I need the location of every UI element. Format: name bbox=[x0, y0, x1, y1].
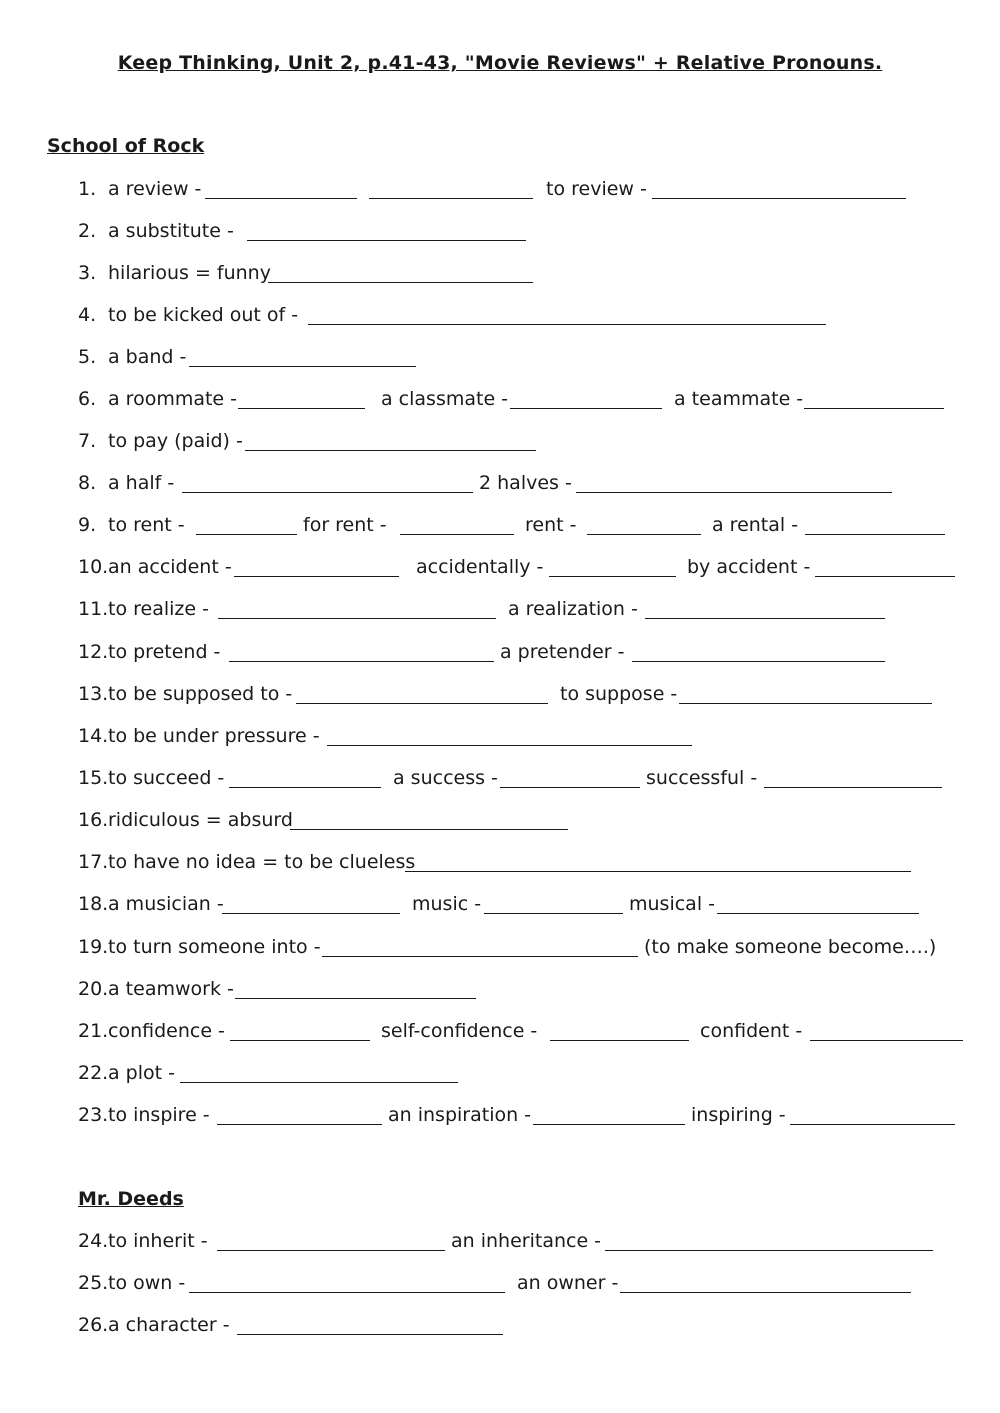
item-number: 10. bbox=[78, 556, 109, 578]
item-number: 12. bbox=[78, 641, 109, 663]
term: a review - bbox=[108, 178, 202, 200]
term: musical - bbox=[629, 893, 715, 915]
term: to be supposed to - bbox=[108, 683, 293, 705]
answer-blank[interactable] bbox=[500, 787, 640, 788]
term: an inheritance - bbox=[451, 1230, 602, 1252]
answer-blank[interactable] bbox=[247, 240, 526, 241]
answer-blank[interactable] bbox=[587, 534, 701, 535]
answer-blank[interactable] bbox=[790, 1124, 955, 1125]
term: to realize - bbox=[108, 598, 209, 620]
answer-blank[interactable] bbox=[679, 703, 932, 704]
item-number: 24. bbox=[78, 1230, 109, 1252]
worksheet-title: Keep Thinking, Unit 2, p.41-43, "Movie Reviews" + Relative Pronouns. bbox=[117, 52, 883, 74]
term: to turn someone into - bbox=[108, 936, 321, 958]
term: to pretend - bbox=[108, 641, 221, 663]
answer-blank[interactable] bbox=[217, 1124, 382, 1125]
term: to inherit - bbox=[108, 1230, 208, 1252]
term: a substitute - bbox=[108, 220, 234, 242]
term: to succeed - bbox=[108, 767, 225, 789]
term: a teamwork - bbox=[108, 978, 234, 1000]
item-number: 23. bbox=[78, 1104, 109, 1126]
answer-blank[interactable] bbox=[182, 492, 473, 493]
term: a roommate - bbox=[108, 388, 238, 410]
hint: (to make someone become….) bbox=[644, 936, 937, 958]
item-number: 9. bbox=[78, 514, 97, 536]
answer-blank[interactable] bbox=[235, 998, 476, 999]
term: a classmate - bbox=[381, 388, 509, 410]
item-number: 6. bbox=[78, 388, 97, 410]
answer-blank[interactable] bbox=[652, 198, 906, 199]
term: a plot - bbox=[108, 1062, 175, 1084]
item-number: 17. bbox=[78, 851, 109, 873]
item-number: 22. bbox=[78, 1062, 109, 1084]
term: accidentally - bbox=[416, 556, 544, 578]
answer-blank[interactable] bbox=[180, 1082, 458, 1083]
term: a half - bbox=[108, 472, 175, 494]
item-number: 4. bbox=[78, 304, 97, 326]
term: a realization - bbox=[508, 598, 638, 620]
item-number: 8. bbox=[78, 472, 97, 494]
answer-blank[interactable] bbox=[245, 450, 536, 451]
term: a pretender - bbox=[500, 641, 625, 663]
term: a band - bbox=[108, 346, 187, 368]
item-number: 13. bbox=[78, 683, 109, 705]
item-number: 25. bbox=[78, 1272, 109, 1294]
item-number: 21. bbox=[78, 1020, 109, 1042]
term: an accident - bbox=[108, 556, 232, 578]
term: confident - bbox=[700, 1020, 803, 1042]
term: to inspire - bbox=[108, 1104, 210, 1126]
item-number: 1. bbox=[78, 178, 97, 200]
item-number: 7. bbox=[78, 430, 97, 452]
answer-blank[interactable] bbox=[605, 1250, 933, 1251]
term: to suppose - bbox=[560, 683, 678, 705]
term: a character - bbox=[108, 1314, 230, 1336]
answer-blank[interactable] bbox=[620, 1292, 911, 1293]
item-number: 15. bbox=[78, 767, 109, 789]
answer-blank[interactable] bbox=[189, 366, 416, 367]
term: a rental - bbox=[712, 514, 799, 536]
item-number: 18. bbox=[78, 893, 109, 915]
answer-blank[interactable] bbox=[369, 198, 533, 199]
term: confidence - bbox=[108, 1020, 225, 1042]
item-number: 11. bbox=[78, 598, 109, 620]
answer-blank[interactable] bbox=[237, 1334, 503, 1335]
answer-blank[interactable] bbox=[222, 913, 400, 914]
term: to pay (paid) - bbox=[108, 430, 243, 452]
term: by accident - bbox=[687, 556, 811, 578]
item-number: 14. bbox=[78, 725, 109, 747]
term: an inspiration - bbox=[388, 1104, 532, 1126]
term: to be under pressure - bbox=[108, 725, 320, 747]
answer-blank[interactable] bbox=[533, 1124, 685, 1125]
item-number: 3. bbox=[78, 262, 97, 284]
term: music - bbox=[412, 893, 482, 915]
answer-blank[interactable] bbox=[322, 956, 638, 957]
answer-blank[interactable] bbox=[810, 1040, 963, 1041]
answer-blank[interactable] bbox=[815, 576, 955, 577]
answer-blank[interactable] bbox=[205, 198, 357, 199]
item-number: 20. bbox=[78, 978, 109, 1000]
term: self-confidence - bbox=[381, 1020, 538, 1042]
answer-blank[interactable] bbox=[632, 661, 885, 662]
answer-blank[interactable] bbox=[230, 1040, 370, 1041]
term: rent - bbox=[525, 514, 577, 536]
term: a success - bbox=[393, 767, 498, 789]
term: hilarious = funny bbox=[108, 262, 271, 284]
term: 2 halves - bbox=[479, 472, 572, 494]
answer-blank[interactable] bbox=[405, 871, 911, 872]
answer-blank[interactable] bbox=[549, 576, 676, 577]
item-number: 26. bbox=[78, 1314, 109, 1336]
section-title-mr-deeds: Mr. Deeds bbox=[78, 1188, 184, 1210]
answer-blank[interactable] bbox=[400, 534, 514, 535]
answer-blank[interactable] bbox=[296, 703, 548, 704]
term: a teammate - bbox=[674, 388, 804, 410]
answer-blank[interactable] bbox=[510, 408, 662, 409]
answer-blank[interactable] bbox=[229, 787, 381, 788]
item-number: 19. bbox=[78, 936, 109, 958]
term: to own - bbox=[108, 1272, 186, 1294]
term: inspiring - bbox=[691, 1104, 786, 1126]
term: successful - bbox=[646, 767, 758, 789]
term: a musician - bbox=[108, 893, 224, 915]
term: for rent - bbox=[303, 514, 387, 536]
answer-blank[interactable] bbox=[717, 913, 919, 914]
item-number: 5. bbox=[78, 346, 97, 368]
item-number: 16. bbox=[78, 809, 109, 831]
answer-blank[interactable] bbox=[234, 576, 399, 577]
term: ridiculous = absurd bbox=[108, 809, 293, 831]
answer-blank[interactable] bbox=[484, 913, 623, 914]
answer-blank[interactable] bbox=[196, 534, 297, 535]
answer-blank[interactable] bbox=[268, 282, 533, 283]
section-title-school-of-rock: School of Rock bbox=[47, 135, 205, 157]
answer-blank[interactable] bbox=[218, 618, 496, 619]
term: to have no idea = to be clueless bbox=[108, 851, 416, 873]
answer-blank[interactable] bbox=[645, 618, 885, 619]
answer-blank[interactable] bbox=[290, 829, 568, 830]
answer-blank[interactable] bbox=[229, 661, 494, 662]
answer-blank[interactable] bbox=[327, 745, 692, 746]
term: to be kicked out of - bbox=[108, 304, 299, 326]
answer-blank[interactable] bbox=[550, 1040, 689, 1041]
term: to review - bbox=[546, 178, 647, 200]
answer-blank[interactable] bbox=[805, 534, 945, 535]
item-number: 2. bbox=[78, 220, 97, 242]
answer-blank[interactable] bbox=[576, 492, 892, 493]
answer-blank[interactable] bbox=[308, 324, 826, 325]
answer-blank[interactable] bbox=[764, 787, 942, 788]
term: to rent - bbox=[108, 514, 185, 536]
answer-blank[interactable] bbox=[217, 1250, 445, 1251]
term: an owner - bbox=[517, 1272, 619, 1294]
answer-blank[interactable] bbox=[804, 408, 944, 409]
answer-blank[interactable] bbox=[189, 1292, 505, 1293]
answer-blank[interactable] bbox=[238, 408, 365, 409]
